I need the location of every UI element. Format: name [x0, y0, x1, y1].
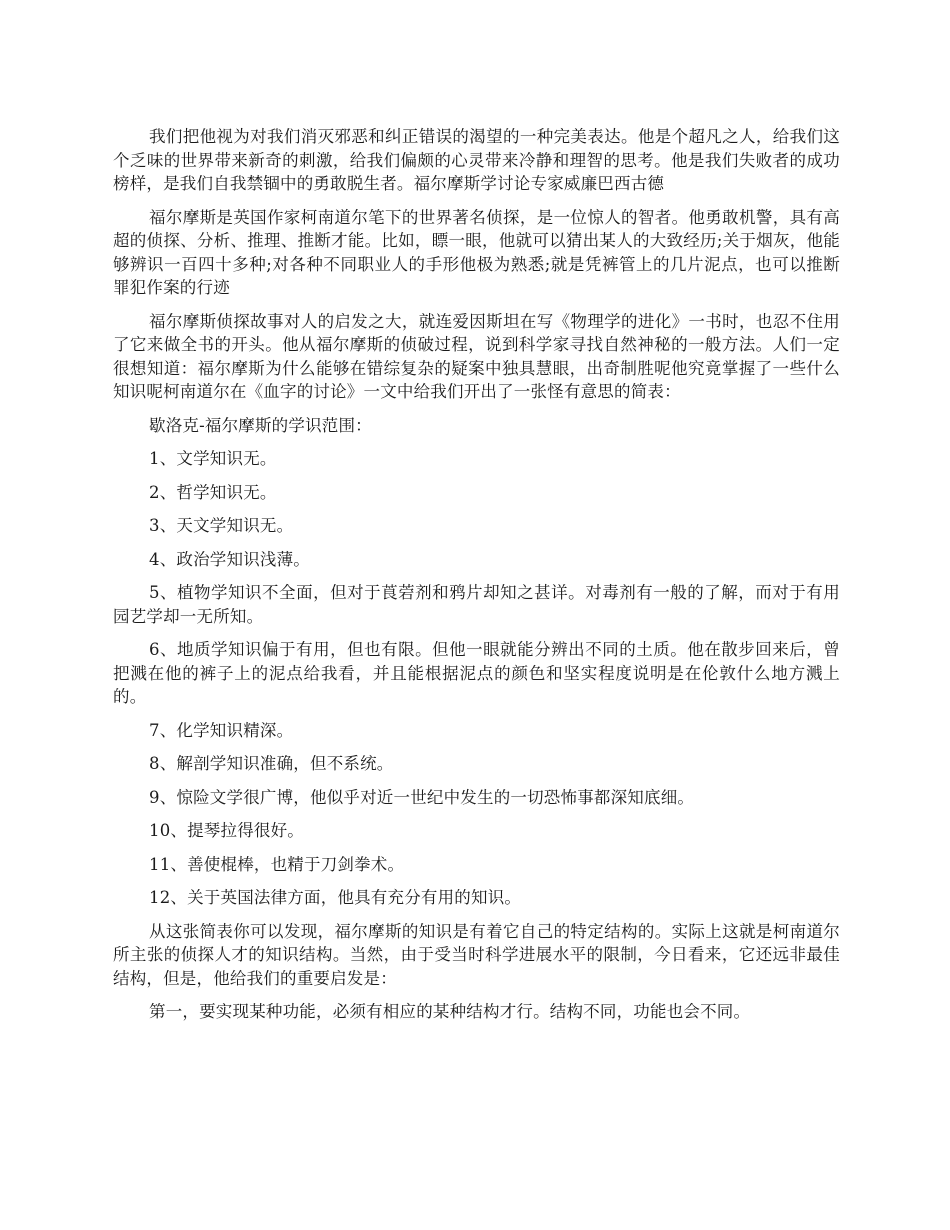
list-item: 4、政治学知识浅薄。: [149, 549, 310, 569]
list-item: 10、提琴拉得很好。: [149, 821, 304, 840]
paragraph-holmes-description: 福尔摩斯是英国作家柯南道尔笔下的世界著名侦探，是一位惊人的智者。他勇敢机警，具有高超的侦探、分析、推理、推断才能。比如，瞟一眼，他就可以猜出某人的大致经历;关于烟灰，他能够辨识一百四十多种;对各种不同职业人的手形他极为熟悉;就是凭裤管上的几片泥点，也可以推断罪犯作案的行迹: [113, 207, 840, 297]
list-item: 7、化学知识精深。: [149, 720, 294, 740]
list-item: 8、解剖学知识准确，但不系统。: [149, 754, 394, 773]
list-item: 11、善使棍棒，也精于刀剑拳术。: [149, 854, 405, 874]
list-item: 6、地质学知识偏于有用，但也有限。但他一眼就能分辨出不同的土质。他在散步回来后，曾把溅在他的裤子上的泥点给我看，并且能根据泥点的颜色和坚实程度说明是在伦敦什么地方溅上的。: [113, 640, 840, 706]
list-item: 9、惊险文学很广博，他似乎对近一世纪中发生的一切恐怖事都深知底细。: [149, 787, 695, 807]
list-item: 5、植物学知识不全面，但对于莨菪剂和鸦片却知之甚详。对毒剂有一般的了解，而对于有用园艺学却一无所知。: [113, 583, 840, 626]
list-item: 12、关于英国法律方面，他具有充分有用的知识。: [149, 888, 522, 907]
paragraph-knowledge-structure: 从这张简表你可以发现，福尔摩斯的知识是有着它自己的特定结构的。实际上这就是柯南道尔所主张的侦探人才的知识结构。当然，由于受当时科学进展水平的限制，今日看来，它还远非最佳结构，但是，他给我们的重要启发是：: [113, 921, 840, 988]
list-item: 1、文学知识无。: [149, 449, 277, 468]
paragraph-first-point: 第一，要实现某种功能，必须有相应的某种结构才行。结构不同，功能也会不同。: [149, 1002, 751, 1021]
list-item: 3、天文学知识无。: [149, 516, 294, 535]
paragraph-intro-quote: 我们把他视为对我们消灭邪恶和纠正错误的渴望的一种完美表达。他是个超凡之人，给我们这个乏味的世界带来新奇的刺激，给我们偏颇的心灵带来冷静和理智的思考。他是我们失败者的成功榜样，是我们自我禁锢中的勇敢脱生者。福尔摩斯学讨论专家威廉巴西古德: [113, 127, 840, 193]
list-heading: 歇洛克-福尔摩斯的学识范围：: [149, 415, 372, 435]
document-body: [113, 125, 840, 1034]
paragraph-einstein-inspiration: 福尔摩斯侦探故事对人的启发之大，就连爱因斯坦在写《物理学的进化》一书时，也忍不住用了它来做全书的开头。他从福尔摩斯的侦破过程，说到科学家寻找自然神秘的一般方法。人们一定很想知道：福尔摩斯为什么能够在错综复杂的疑案中独具慧眼，出奇制胜呢他究竟掌握了一些什么知识呢柯南道尔在《血字的讨论》一文中给我们开出了一张怪有意思的简表：: [113, 311, 840, 401]
list-item: 2、哲学知识无。: [149, 482, 277, 502]
